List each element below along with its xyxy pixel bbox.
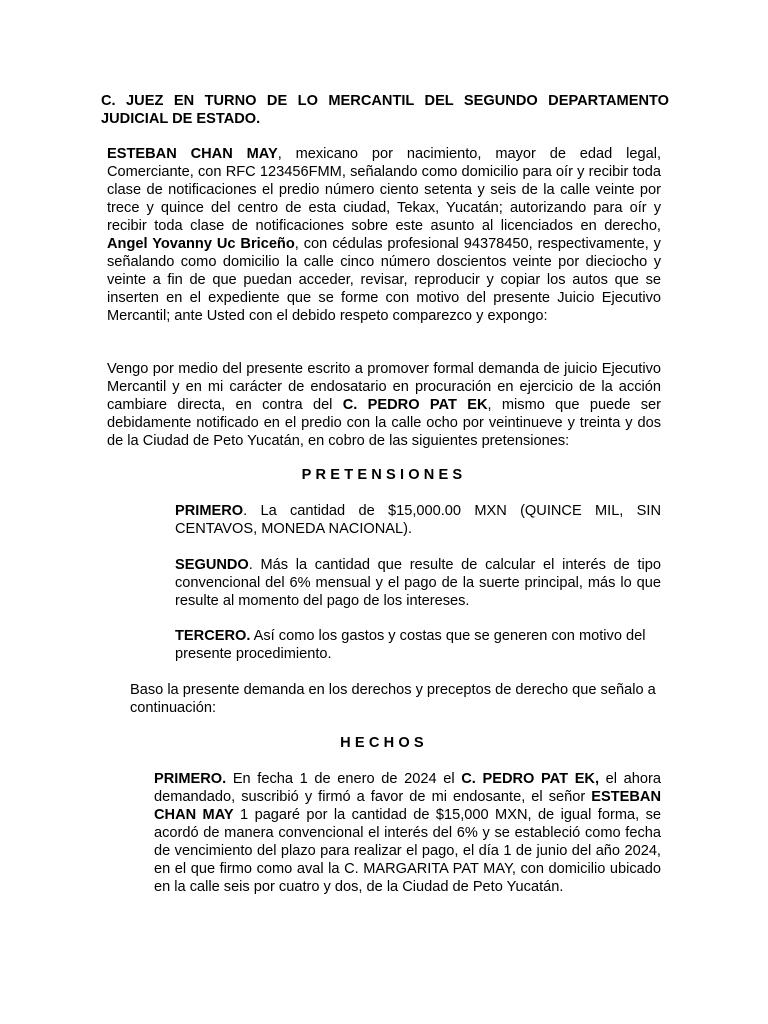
pretensiones-heading [107,466,661,484]
hecho-label: PRIMERO. [154,771,227,787]
pretension-text: Así como los gastos y costas que se generen con motivo del presente procedimiento. [175,628,646,662]
pretensiones-title: PRETENSIONES [301,467,467,483]
hecho-text-1: En fecha 1 de enero de 2024 el [226,771,462,787]
pretension-text: . Más la cantidad que resulte de calcular el interés de tipo convencional del 6% mensual y el pago de la suerte principal, más lo que resulte al momento del pago de los intereses. [175,557,661,609]
intro-paragraph [107,145,661,325]
pretension-label: PRIMERO [175,503,244,519]
hecho-item [154,770,661,896]
baso-text: Baso la presente demanda en los derechos y preceptos de derecho que señalo a continuación: [130,682,656,716]
addressee-heading [101,92,669,128]
intro-text-1: , mexicano por nacimiento, mayor de edad legal, Comerciante, con RFC 123456FMM, señalando como domicilio para oír y recibir toda clase de notificaciones el predio número ciento setenta y seis de la calle veinte por trece y quince del centro de esta ciudad, Tekax, Yucatán; autorizando para oír y recibir toda clase de notificaciones sobre este asunto al licenciados en derecho, [107,146,662,234]
hechos-title: HECHOS [340,735,428,751]
baso-paragraph [130,681,661,717]
pretension-item [175,627,661,663]
pretension-item [175,556,661,610]
hecho-defendant-name: C. PEDRO PAT EK, [461,771,600,787]
intro-text-2: , con cédulas profesional 94378450, respectivamente, y señalando como domicilio la calle cinco número doscientos veinte por dieciocho y veinte a fin de que puedan acceder, revisar, reproducir y copiar los autos que se inserten en el expediente que se forme con motivo del presente Juicio Ejecutivo Mercantil; ante Usted con el debido respeto comparezco y expongo: [107,236,661,324]
pretension-label: SEGUNDO [175,557,249,573]
hecho-plaintiff-name: ESTEBAN CHAN MAY [154,789,661,823]
addressee-line: C. JUEZ EN TURNO DE LO MERCANTIL DEL SEGUNDO DEPARTAMENTO JUDICIAL DE ESTADO. [101,93,669,127]
pretension-text: . La cantidad de $15,000.00 MXN (QUINCE MIL, SIN CENTAVOS, MONEDA NACIONAL). [175,503,661,537]
demand-text-1: Vengo por medio del presente escrito a promover formal demanda de juicio Ejecutivo Mercantil y en mi carácter de endosatario en procuración en ejercicio de la acción cambiare directa, en contra del [107,361,661,413]
hecho-text-3: 1 pagaré por la cantidad de $15,000 MXN, de igual forma, se acordó de manera convencional el interés del 6% y se estableció como fecha de vencimiento del plazo para realizar el pago, el día 1 de junio del año 2024, en el que firmo como aval la C. MARGARITA PAT MAY, con domicilio ubicado en la calle seis por cuatro y dos, de la Ciudad de Peto Yucatán. [154,807,661,895]
plaintiff-name: ESTEBAN CHAN MAY [107,146,278,162]
pretension-label: TERCERO. [175,628,251,644]
hechos-heading [107,734,661,752]
demand-paragraph [107,360,661,450]
defendant-name: C. PEDRO PAT EK [342,397,488,413]
pretension-item [175,502,661,538]
demand-text-2: , mismo que puede ser debidamente notificado en el predio con la calle ocho por veintinueve y treinta y dos de la Ciudad de Peto Yucatán, en cobro de las siguientes pretensiones: [107,397,662,449]
hecho-text-2: el ahora demandado, suscribió y firmó a favor de mi endosante, el señor [154,771,662,805]
lawyer-name: Angel Yovanny Uc Briceño [107,236,295,252]
